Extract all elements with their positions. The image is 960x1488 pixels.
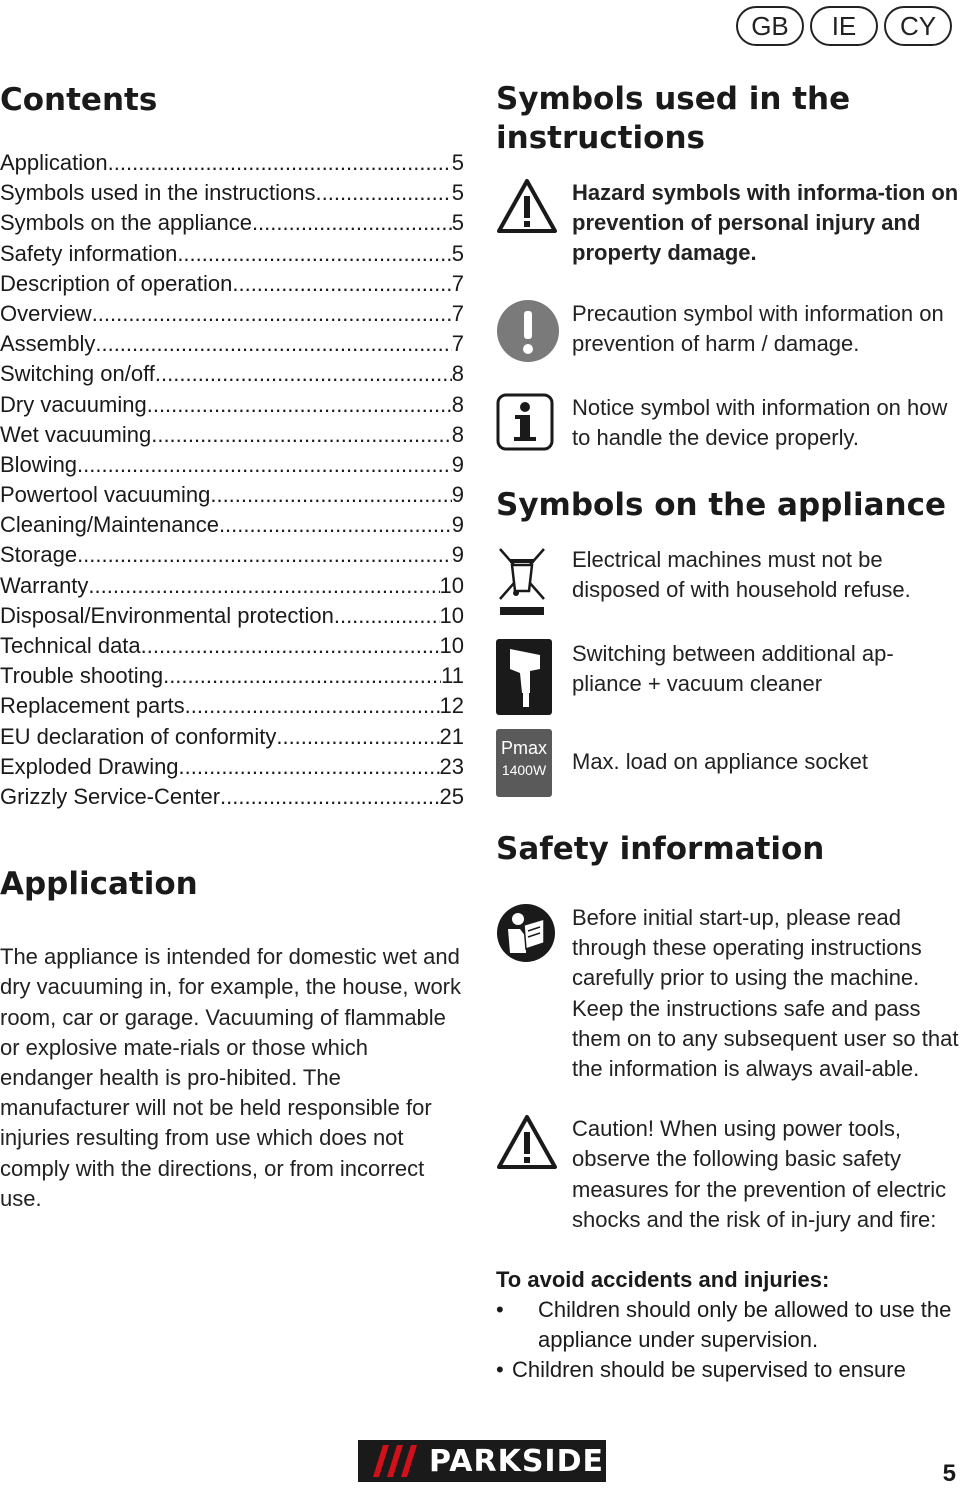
info-icon (496, 393, 572, 451)
crossed-bin-icon (496, 545, 572, 617)
country-badges (736, 6, 952, 46)
safety-text: Before initial start-up, please read through these operating instructions carefully prior to using the machine. Keep the instructions safe and pass them on to any subsequent user so that the information is always avail-able. (572, 905, 959, 1082)
symbol-text: Notice symbol with information on how to handle the device properly. (572, 394, 948, 450)
toc-entry[interactable]: Symbols on the appliance ..... 5 (0, 208, 464, 238)
country-badge-ie: IE (810, 6, 878, 46)
country-badge-gb: GB (736, 6, 804, 46)
exclamation-circle-icon (496, 299, 572, 363)
safety-bullet-list (496, 1295, 960, 1386)
country-badge-cy: CY (884, 6, 952, 46)
parkside-logo (358, 1440, 606, 1482)
safety-text: Caution! When using power tools, observe the following basic safety measures for the prevention of electric shocks and the risk of in-jury and fire: (572, 1116, 947, 1232)
symbol-item (496, 393, 960, 453)
application-heading: Application (0, 866, 198, 903)
accidents-subheading: To avoid accidents and injuries: (496, 1267, 830, 1293)
symbol-text: Precaution symbol with information on prevention of harm / damage. (572, 300, 944, 356)
toc-entry[interactable]: Symbols used in the instructions ..... 5 (0, 178, 464, 208)
table-of-contents (0, 148, 464, 812)
warning-triangle-icon (496, 1114, 572, 1170)
toc-entry[interactable]: Storage ..... 9 (0, 540, 464, 570)
toc-entry[interactable]: Cleaning/Maintenance ..... 9 (0, 510, 464, 540)
read-manual-icon (496, 903, 572, 963)
symbol-item (496, 729, 960, 797)
contents-heading: Contents (0, 82, 158, 118)
symbol-text: Hazard symbols with informa-tion on prevention of personal injury and property damage. (572, 180, 959, 266)
right-column (496, 80, 960, 1386)
toc-entry[interactable]: Application ..... 5 (0, 148, 464, 178)
symbol-item (496, 639, 960, 715)
symbols-instructions-heading: Symbols used in the instructions (496, 81, 851, 156)
power-tool-icon (496, 639, 572, 715)
list-item: • Children should only be allowed to use the appliance under supervision. (496, 1297, 952, 1353)
toc-entry[interactable]: Dry vacuuming ..... 8 (0, 390, 464, 420)
toc-entry[interactable]: Replacement parts ..... 12 (0, 691, 464, 721)
toc-entry[interactable]: Wet vacuuming ..... 8 (0, 420, 464, 450)
toc-entry[interactable]: Assembly ..... 7 (0, 329, 464, 359)
toc-entry[interactable]: Trouble shooting ..... 11 (0, 661, 464, 691)
page-number: 5 (942, 1460, 956, 1487)
safety-heading: Safety information (496, 831, 825, 868)
symbol-item (496, 299, 960, 363)
list-item: • Children should be supervised to ensure (496, 1357, 906, 1383)
toc-entry[interactable]: Warranty ..... 10 (0, 571, 464, 601)
left-column (0, 80, 464, 1214)
toc-entry[interactable]: Exploded Drawing ..... 23 (0, 752, 464, 782)
toc-entry[interactable]: Disposal/Environmental protection ..... 10 (0, 601, 464, 631)
symbol-text: Switching between additional ap-pliance + vacuum cleaner (572, 641, 894, 697)
safety-item (496, 1114, 960, 1235)
toc-entry[interactable]: Switching on/off ..... 8 (0, 359, 464, 389)
symbol-text: Max. load on appliance socket (572, 749, 868, 775)
safety-item (496, 903, 960, 1084)
symbol-item (496, 178, 960, 269)
symbol-text: Electrical machines must not be disposed of with household refuse. (572, 547, 911, 603)
toc-entry[interactable]: Description of operation ..... 7 (0, 269, 464, 299)
pmax-icon: Pmax 1400W (496, 729, 552, 797)
toc-entry[interactable]: Blowing ..... 9 (0, 450, 464, 480)
toc-entry[interactable]: Grizzly Service-Center ..... 25 (0, 782, 464, 812)
warning-triangle-icon (496, 178, 572, 234)
symbol-item (496, 545, 960, 617)
application-paragraph: The appliance is intended for domestic wet and dry vacuuming in, for example, the house, work room, car or garage. Vacuuming of flammable or explosive mate-rials or those which endanger health is pro-hibited. The manufacturer will not be held responsible for injuries resulting from use which does not comply with the directions, or from incorrect use. (0, 944, 462, 1211)
toc-entry[interactable]: Overview ..... 7 (0, 299, 464, 329)
toc-entry[interactable]: Technical data ..... 10 (0, 631, 464, 661)
logo-slashes (360, 1442, 425, 1480)
toc-entry[interactable]: EU declaration of conformity ..... 21 (0, 722, 464, 752)
brand-name: PARKSIDE (429, 1443, 604, 1479)
symbols-appliance-heading: Symbols on the appliance (496, 487, 946, 524)
toc-entry[interactable]: Powertool vacuuming ..... 9 (0, 480, 464, 510)
toc-entry[interactable]: Safety information ..... 5 (0, 239, 464, 269)
